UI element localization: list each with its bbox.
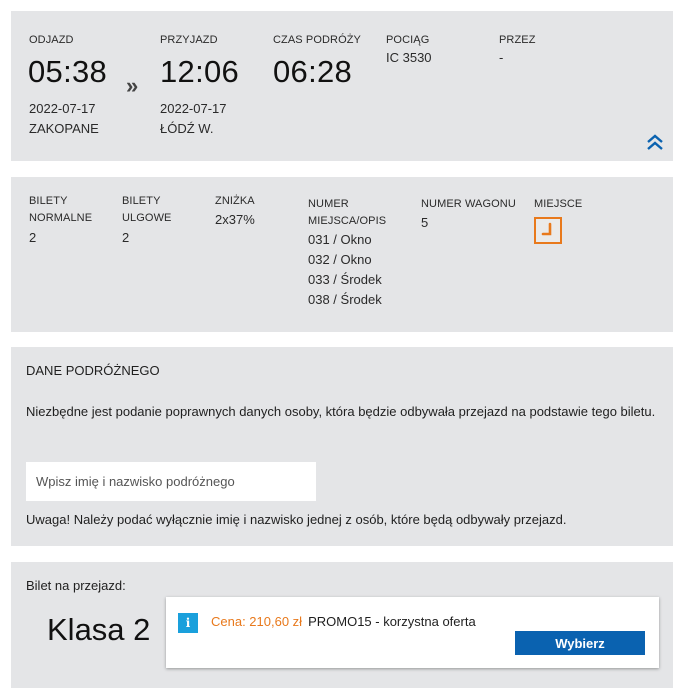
offer-price: Cena: 210,60 zł: [211, 614, 303, 629]
passenger-data-card: [11, 347, 673, 546]
reduced-tickets-count: 2: [122, 230, 130, 245]
arrival-time: 12:06: [160, 54, 240, 89]
car-number-value: 5: [421, 215, 429, 230]
seat-item: 032 / Okno: [308, 252, 372, 267]
reduced-tickets-label-1: BILETY: [122, 195, 161, 207]
seat-item: 038 / Środek: [308, 292, 382, 307]
departure-label: ODJAZD: [29, 34, 74, 46]
passenger-name-input[interactable]: [26, 462, 316, 501]
select-button[interactable]: Wybierz: [515, 631, 645, 655]
via-value: -: [499, 50, 504, 65]
departure-time: 05:38: [28, 54, 108, 89]
arrival-date: 2022-07-17: [160, 101, 227, 116]
journey-summary-card: [11, 11, 673, 161]
reduced-tickets-label-2: ULGOWE: [122, 212, 172, 224]
passenger-description: Niezbędne jest podanie poprawnych danych osoby, która będzie odbywała przejazd na podstawie tego biletu.: [26, 404, 656, 419]
info-icon[interactable]: i: [178, 613, 198, 633]
seat-icon[interactable]: [534, 217, 562, 244]
normal-tickets-label-2: NORMALNE: [29, 212, 93, 224]
arrival-label: PRZYJAZD: [160, 34, 218, 46]
seat-number-label-1: NUMER: [308, 198, 349, 210]
offer-promo: PROMO15 - korzystna oferta: [308, 614, 476, 629]
departure-date: 2022-07-17: [29, 101, 96, 116]
ticket-label: Bilet na przejazd:: [26, 578, 126, 593]
arrival-station: ŁÓDŹ W.: [160, 121, 214, 136]
offer-text: [211, 614, 476, 629]
departure-station: ZAKOPANE: [29, 121, 99, 136]
seat-item: 031 / Okno: [308, 232, 372, 247]
ticket-offer-card: [11, 562, 673, 688]
car-number-label: NUMER WAGONU: [421, 198, 516, 210]
discount-value: 2x37%: [215, 212, 255, 227]
passenger-section-title: DANE PODRÓŻNEGO: [26, 363, 160, 378]
discount-label: ZNIŻKA: [215, 195, 255, 207]
ticket-details-card: [11, 177, 673, 332]
duration-value: 06:28: [273, 54, 353, 89]
seat-item: 033 / Środek: [308, 272, 382, 287]
train-label: POCIĄG: [386, 34, 430, 46]
travel-class: Klasa 2: [47, 612, 151, 647]
train-number: IC 3530: [386, 50, 432, 65]
place-label: MIEJSCE: [534, 198, 583, 210]
passenger-warning: Uwaga! Należy podać wyłącznie imię i nazwisko jednej z osób, które będą odbywały przejazd.: [26, 512, 567, 527]
arrow-right-icon: »: [126, 73, 139, 98]
via-label: PRZEZ: [499, 34, 536, 46]
seat-number-label-2: MIEJSCA/OPIS: [308, 215, 387, 227]
double-chevron-up-icon[interactable]: [646, 133, 664, 151]
offer-box: [166, 597, 659, 668]
normal-tickets-label-1: BILETY: [29, 195, 68, 207]
normal-tickets-count: 2: [29, 230, 37, 245]
duration-label: CZAS PODRÓŻY: [273, 34, 361, 46]
